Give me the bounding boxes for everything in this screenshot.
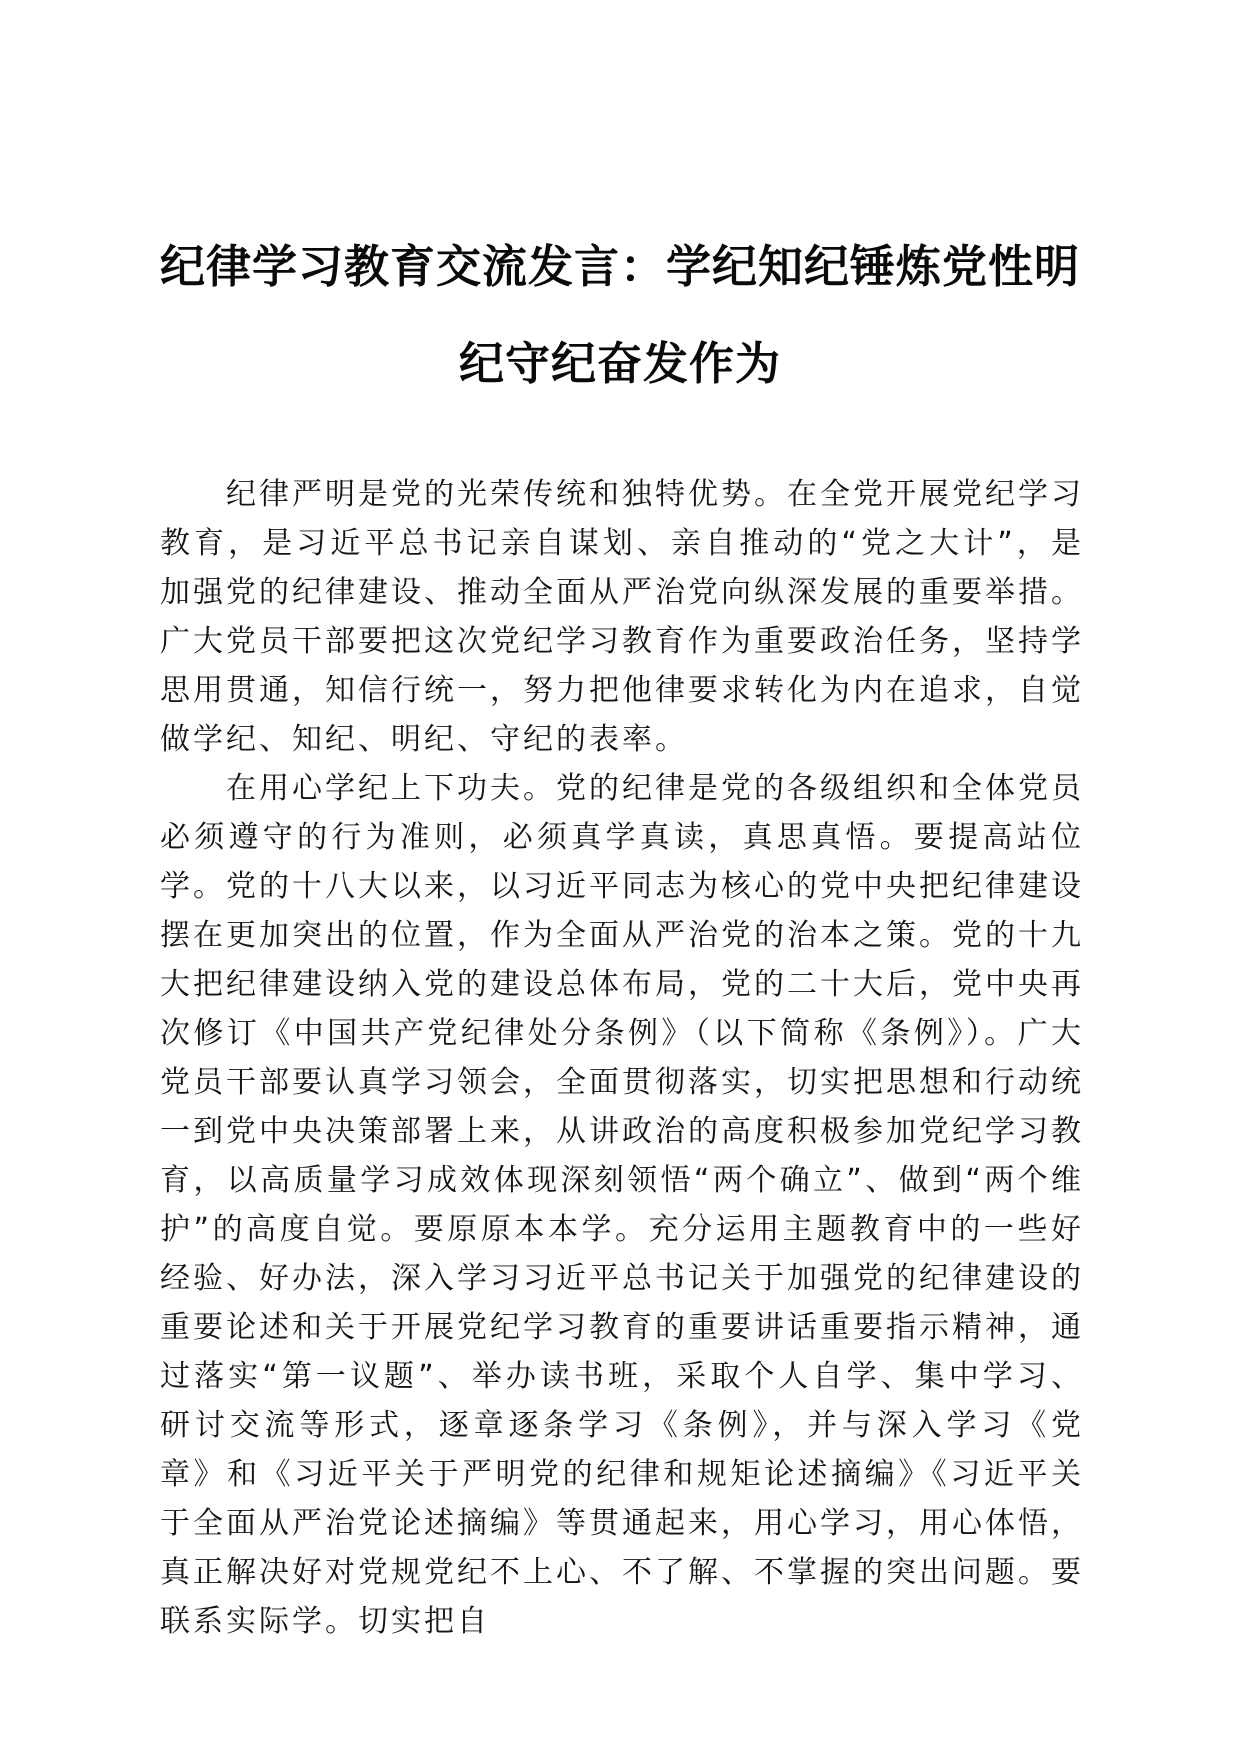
document-body: [160, 470, 1084, 1646]
document-title-line-1: 纪律学习教育交流发言：学纪知纪锤炼党性明: [159, 240, 1080, 293]
document-title-line-2: 纪守纪奋发作为: [458, 337, 781, 390]
paragraph-intro: 纪律严明是党的光荣传统和独特优势。在全党开展党纪学习教育，是习近平总书记亲自谋划、亲自推动的“党之大计”，是加强党的纪律建设、推动全面从严治党向纵深发展的重要举措。广大党员干部要把这次党纪学习教育作为重要政治任务，坚持学思用贯通，知信行统一，努力把他律要求转化为内在追求，自觉做学纪、知纪、明纪、守纪的表率。: [160, 477, 1084, 757]
document-title: [140, 218, 1100, 412]
paragraph-study-discipline: 在用心学纪上下功夫。党的纪律是党的各级组织和全体党员必须遵守的行为准则，必须真学真读，真思真悟。要提高站位学。党的十八大以来，以习近平同志为核心的党中央把纪律建设摆在更加突出的位置，作为全面从严治党的治本之策。党的十九大把纪律建设纳入党的建设总体布局，党的二十大后，党中央再次修订《中国共产党纪律处分条例》（以下简称《条例》）。广大党员干部要认真学习领会，全面贯彻落实，切实把思想和行动统一到党中央决策部署上来，从讲政治的高度积极参加党纪学习教育，以高质量学习成效体现深刻领悟“两个确立”、做到“两个维护”的高度自觉。要原原本本学。充分运用主题教育中的一些好经验、好办法，深入学习习近平总书记关于加强党的纪律建设的重要论述和关于开展党纪学习教育的重要讲话重要指示精神，通过落实“第一议题”、举办读书班，采取个人自学、集中学习、研讨交流等形式，逐章逐条学习《条例》，并与深入学习《党章》和《习近平关于严明党的纪律和规矩论述摘编》《习近平关于全面从严治党论述摘编》等贯通起来，用心学习，用心体悟，真正解决好对党规党纪不上心、不了解、不掌握的突出问题。要联系实际学。切实把自: [160, 771, 1084, 1639]
